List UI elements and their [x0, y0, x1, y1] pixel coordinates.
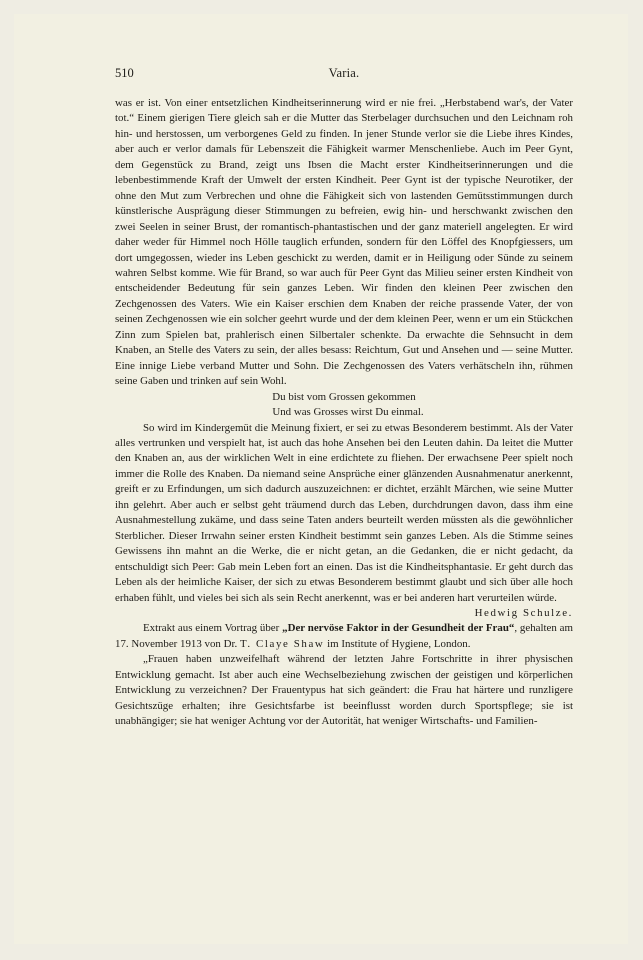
- extract-mid: , gehalten am 17. November 1913 von Dr.: [115, 622, 573, 650]
- extract-end: im Institute of Hygiene, London.: [327, 637, 471, 650]
- paragraph-frauen: „Frauen haben unzweifelhaft während der letzten Jahre Fortschritte in ihrer physischen Entwicklung gemacht. Ist aber auch eine Wechselbeziehung zwischen der geistigen und körperlichen Entwicklung zu verzeichnen? Der Frauentypus hat sich geändert: die Frau hat härtere und runzligere Gesichtszüge erhalten; ihre Gesichtsfarbe ist beeinflusst worden durch Sportspflege; sie ist unabhängiger; sie hat weniger Achtung vor der Autorität, hat weniger Wirtschafts- und Familien-: [115, 653, 573, 728]
- paragraph-brand-peer-gynt: was er ist. Von einer entsetzlichen Kindheitserinnerung wird er nie frei. „Herbstabend war's, der Vater tot.“ Einem gierigen Tiere gleich sah er die Mutter das Sterbelager durchsuchen und den Leichnam roh hin- und herstossen, um verborgenes Geld zu finden. In jener Stunde verlor sie die Liebe ihres Kindes, aber auch er verlor damals für Lebenszeit die Fähigkeit warmer Menschenliebe. Auch im Peer Gynt, dem Gegenstück zu Brand, zeigt uns Ibsen die Macht erster Kindheitserinnerungen und die lebenbestimmende Kraft der Umwelt der ersten Kindheit. Peer Gynt ist der typische Neurotiker, der ohne den Mut zum Verbrechen und ohne die Fähigkeit sich von lastenden Gemütsstimmungen durch künstlerische Ausprägung dieser Stimmungen zu befreien, ewig hin- und herschwankt zwischen den zwei Seelen in seiner Brust, der romantisch-phantastischen und der ganz materiell angelegten. Er wird daher weder für Himmel noch Hölle tauglich erfunden, sondern für den Löffel des Knopfgiessers, um dort umgegossen, wieder ins Leben geschickt zu werden, damit er in Heiligung oder Sünde zu seinem wahren Selbst komme. Wie für Brand, so war auch für Peer Gynt das Milieu seiner ersten Kindheit von entscheidender Bedeutung für sein ganzes Leben. Wir finden den kleinen Peer zwischen den Zechgenossen des Vaters. Wie ein Kaiser erschien dem Knaben der reiche prassende Vater, der von seinen Zechgenossen wie ein solcher geehrt wurde und der dem kleinen Peer, wenn er um ein Stückchen Zinn zum Spielen bat, prahlerisch einen Silbertaler schenkte. Da erwachte die Sehnsucht in dem Knaben, an Stelle des Vaters zu sein, der alles besass: Reichtum, Gut und Ansehen und — seine Mutter. Eine innige Liebe verband Mutter und Sohn. Die Zechgenossen des Vaters verhätscheln ihn, rühmen seine Gaben und trinken auf sein Wohl.: [115, 97, 573, 388]
- article-body: [115, 96, 573, 730]
- extract-intro-paragraph: [115, 621, 573, 652]
- running-title: Varia.: [328, 66, 360, 80]
- page-header: [115, 66, 573, 84]
- verse-quote: [115, 390, 573, 421]
- page-number: 510: [115, 66, 134, 80]
- verse-line-1: Du bist vom Grossen gekommen: [272, 390, 416, 403]
- extract-intro: Extrakt aus einem Vortrag über: [143, 622, 280, 635]
- extract-author: T. Claye Shaw: [239, 637, 325, 650]
- extract-title: „Der nervöse Faktor in der Gesundheit der Frau“: [282, 622, 515, 635]
- paragraph-kindergemuet: [115, 421, 573, 619]
- verse-line-2: Und was Grosses wirst Du einmal.: [272, 406, 424, 419]
- author-signature: Hedwig Schulze.: [474, 606, 573, 619]
- paragraph-kindergemuet-text: So wird im Kindergemüt die Meinung fixiert, er sei zu etwas Besonderem bestimmt. Als der Vater alles vertrunken und verspielt hat, ist auch das hohe Ansehen bei den Leuten dahin. Da leitet die Mutter den Knaben an, aus der wirklichen Welt in eine erdichtete zu fliehen. Der erwachsene Peer spielt noch immer die Rolle des Knaben. Da niemand seine Ansprüche einer glänzenden Ausnahmenatur anerkennt, greift er zu Erfindungen, um sich dadurch auszuzeichnen: er dichtet, erzählt Märchen, wie seine Mutter ihn gelehrt. Aber auch er selbst geht träumend durch das Leben, durchdrungen davon, dass ihm eine Ausnahmestellung zukäme, und dass seine Taten anders beurteilt werden müssten als die gewöhnlicher Sterblicher. Dieser Irrwahn seiner ersten Kindheit bestimmt sein ganzes Leben. Als die Stimme seines Gewissens ihn mahnt an die Werke, die er nicht getan, an die Gedanken, die er nicht gedacht, da entschuldigt sich Peer: Gab mein Leben fort an einen. Das ist die Kindheitsphantasie. Er geht durch das Leben als der heimliche Kaiser, der sich zu etwas Besonderem bestimmt glaubt und sich über alle hoch erhaben fühlt, und vieles bei sich als sein Recht anerkennt, was er bei anderen hart verurteilen würde.: [115, 421, 573, 604]
